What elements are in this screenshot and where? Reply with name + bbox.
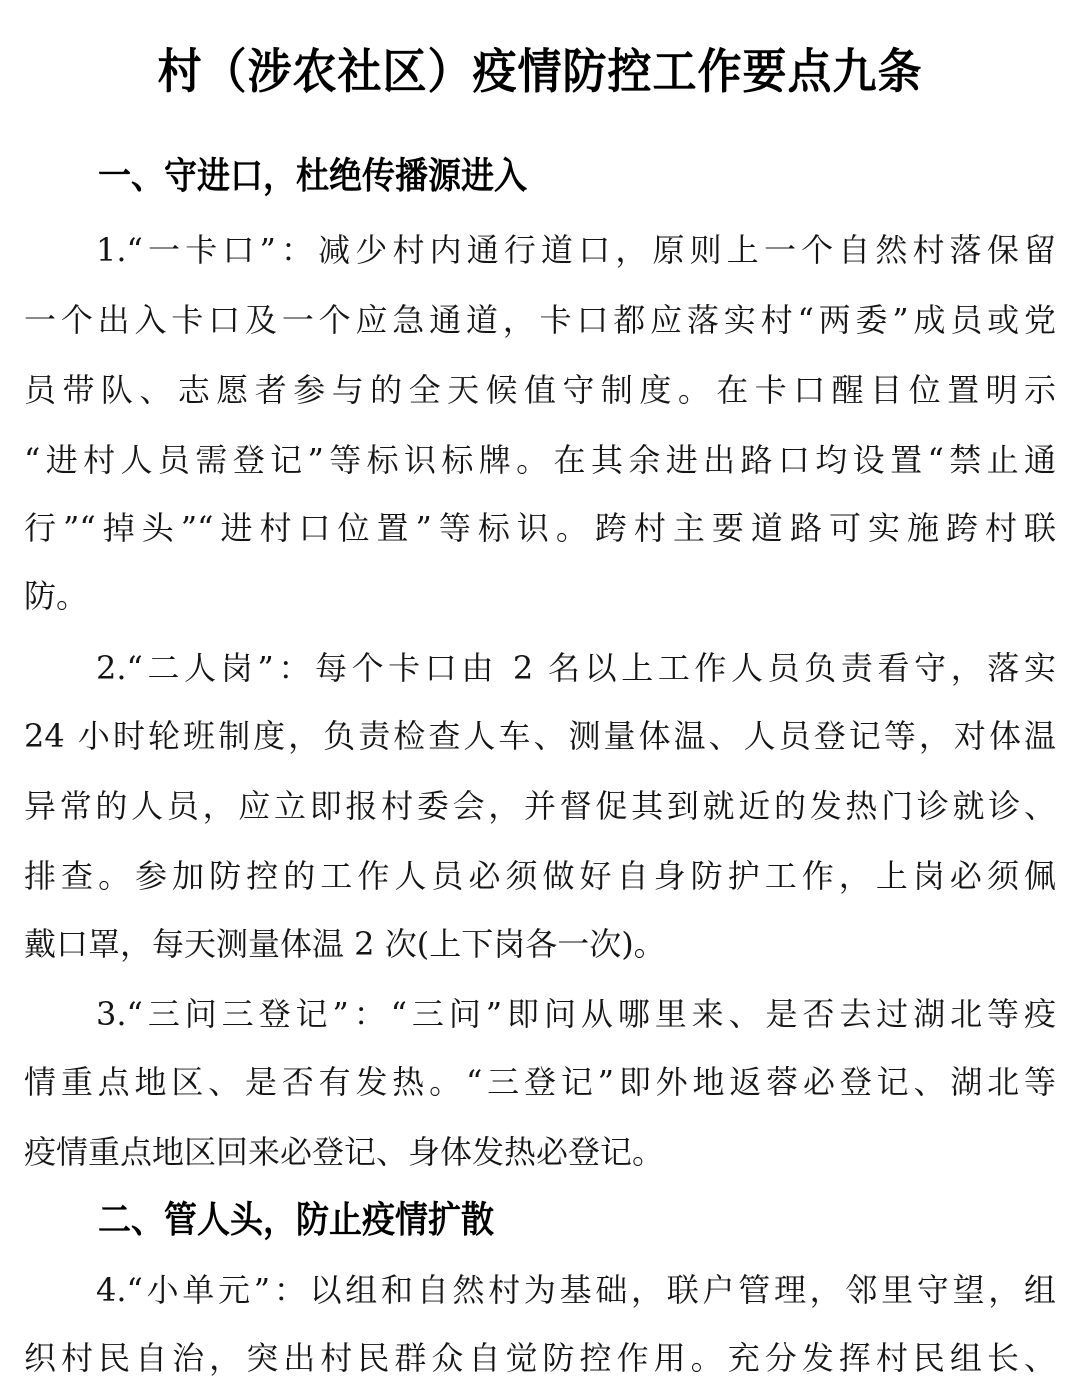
paragraph-line: 排查。参加防控的工作人员必须做好自身防护工作，上岗必须佩 <box>24 857 1056 895</box>
paragraph-line: 一个出入卡口及一个应急通道，卡口都应落实村“两委”成员或党 <box>24 301 1056 339</box>
section-heading: 一、守进口，杜绝传播源进入 <box>98 154 527 197</box>
paragraph-line: 1.“一卡口”：减少村内通行道口，原则上一个自然村落保留 <box>96 231 1056 269</box>
paragraph-line: 4.“小单元”：以组和自然村为基础，联户管理，邻里守望，组 <box>96 1271 1056 1309</box>
paragraph-line: 24 小时轮班制度，负责检查人车、测量体温、人员登记等，对体温 <box>24 717 1056 755</box>
paragraph-line: 员带队、志愿者参与的全天候值守制度。在卡口醒目位置明示 <box>24 371 1056 409</box>
paragraph-line: 疫情重点地区回来必登记、身体发热必登记。 <box>24 1133 665 1171</box>
paragraph-line: 情重点地区、是否有发热。“三登记”即外地返蓉必登记、湖北等 <box>24 1063 1056 1101</box>
paragraph-line: 异常的人员，应立即报村委会，并督促其到就近的发热门诊就诊、 <box>24 787 1056 825</box>
paragraph-line: “进村人员需登记”等标识标牌。在其余进出路口均设置“禁止通 <box>24 441 1056 479</box>
paragraph-line: 戴口罩，每天测量体温 2 次(上下岗各一次)。 <box>24 925 666 963</box>
paragraph-line: 行”“掉头”“进村口位置”等标识。跨村主要道路可实施跨村联 <box>24 509 1056 547</box>
paragraph-line: 3.“三问三登记”：“三问”即问从哪里来、是否去过湖北等疫 <box>96 995 1056 1033</box>
paragraph-line: 防。 <box>24 577 89 615</box>
document-title: 村（涉农社区）疫情防控工作要点九条 <box>157 45 923 101</box>
paragraph-line: 织村民自治，突出村民群众自觉防控作用。充分发挥村民组长、 <box>24 1339 1056 1377</box>
paragraph-line: 2.“二人岗”：每个卡口由 2 名以上工作人员负责看守，落实 <box>96 649 1056 687</box>
section-heading: 二、管人头，防止疫情扩散 <box>98 1198 494 1241</box>
